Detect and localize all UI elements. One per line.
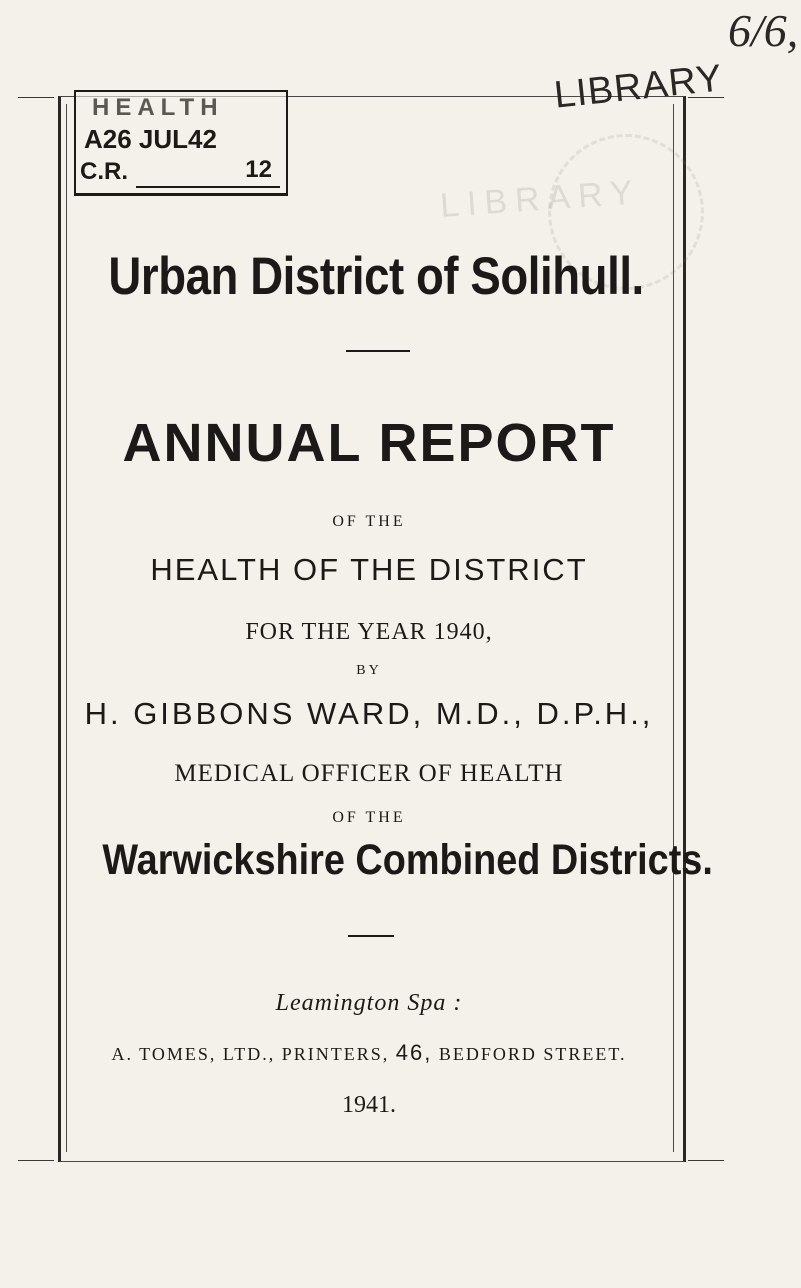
health-received-stamp	[74, 90, 288, 196]
districts-heading: Warwickshire Combined Districts.	[102, 836, 713, 884]
handwritten-note: 6/6,	[728, 5, 799, 56]
border-tick	[688, 1160, 724, 1161]
annual-report-heading: ANNUAL REPORT	[122, 413, 616, 473]
by-label: BY	[356, 663, 382, 678]
stamp-health: HEALTH	[92, 94, 224, 121]
stamp-rule	[136, 186, 280, 188]
faded-library-stamp: LIBRARY	[438, 173, 642, 225]
imprint-year: 1941.	[342, 1092, 396, 1118]
border-tick	[18, 97, 54, 98]
health-of-district-heading: HEALTH OF THE DISTRICT	[150, 552, 588, 587]
border-tick	[18, 1160, 54, 1161]
report-year: FOR THE YEAR 1940,	[245, 619, 493, 645]
imprint-place: Leamington Spa :	[275, 990, 463, 1016]
stamp-number: 12	[245, 156, 272, 183]
document-title: Urban District of Solihull.	[108, 247, 644, 306]
author-name: H. GIBBONS WARD, M.D., D.P.H.,	[84, 696, 654, 731]
library-stamp: LIBRARY	[552, 57, 725, 117]
printer-name: A. TOMES, LTD., PRINTERS,	[111, 1044, 390, 1064]
of-the-label-2: OF THE	[332, 809, 406, 826]
author-office: MEDICAL OFFICER OF HEALTH	[174, 760, 564, 787]
printer-street-number: 46,	[395, 1040, 433, 1065]
stamp-date: A26 JUL42	[84, 124, 217, 154]
imprint-printer	[66, 1040, 672, 1066]
title-divider	[346, 350, 410, 352]
printer-street: BEDFORD STREET.	[438, 1044, 627, 1064]
stamp-code: C.R.	[80, 158, 128, 185]
of-the-label: OF THE	[332, 513, 406, 530]
imprint-divider	[348, 935, 394, 937]
